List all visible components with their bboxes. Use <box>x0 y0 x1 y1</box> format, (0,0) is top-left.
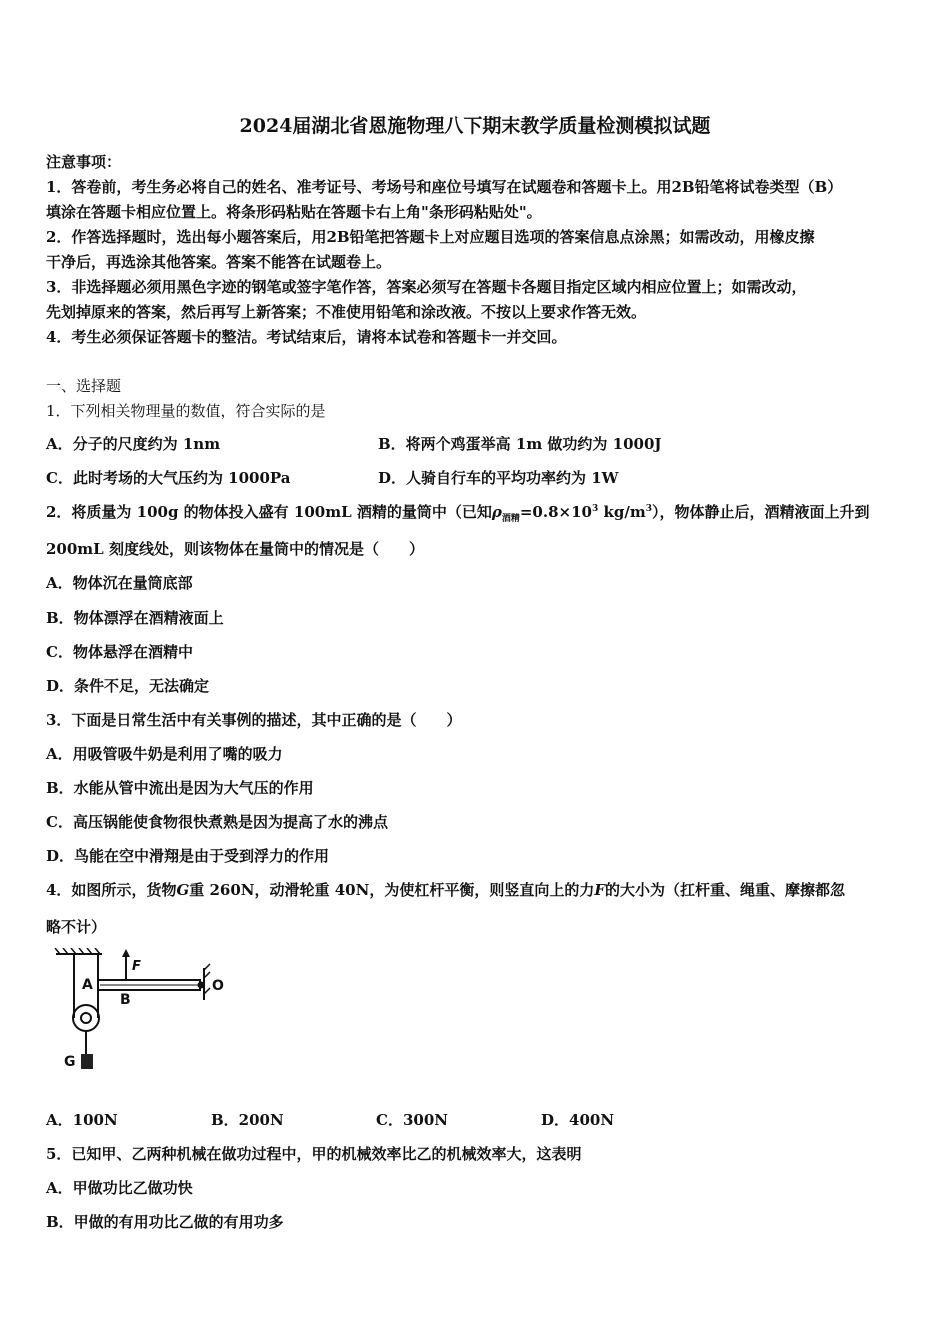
section-heading: 一、选择题 <box>46 377 122 395</box>
g-symbol: G <box>176 881 190 899</box>
q3-option-b: B．水能从管中流出是因为大气压的作用 <box>46 779 314 797</box>
page-title: 2024届湖北省恩施物理八下期末教学质量检测模拟试题 <box>239 115 711 137</box>
q5-option-a: A．甲做功比乙做功快 <box>46 1179 193 1197</box>
q4-option-c: C．300N <box>376 1111 448 1129</box>
q2-stem-part: =0.8×10 <box>519 503 592 521</box>
notice-heading: 注意事项： <box>46 153 122 171</box>
question-4-stem-cont: 略不计） <box>46 918 107 936</box>
notice-line: 填涂在答题卡相应位置上。将条形码粘贴在答题卡右上角"条形码粘贴处"。 <box>46 203 542 221</box>
label-b: B <box>120 992 131 1008</box>
q5-option-b: B．甲做的有用功比乙做的有用功多 <box>46 1213 284 1231</box>
f-symbol: F <box>594 881 605 899</box>
notice-line: 3．非选择题必须用黑色字迹的钢笔或签字笔作答，答案必须写在答题卡各题目指定区域内相应位置上；如需改动， <box>46 278 807 296</box>
exponent: 3 <box>591 504 599 514</box>
q2-option-d: D．条件不足，无法确定 <box>46 677 210 695</box>
weight-block <box>81 1054 93 1069</box>
question-2-stem-cont: 200mL 刻度线处，则该物体在量筒中的情况是（ ） <box>46 540 424 558</box>
q1-option-a: A．分子的尺度约为 1nm <box>46 435 221 453</box>
question-1-stem: 1．下列相关物理量的数值，符合实际的是 <box>46 402 326 420</box>
q3-option-a: A．用吸管吸牛奶是利用了嘴的吸力 <box>46 745 283 763</box>
exponent: 3 <box>645 504 652 514</box>
notice-line: 4．考生必须保证答题卡的整洁。考试结束后，请将本试卷和答题卡一并交回。 <box>46 328 567 346</box>
hatch-mark <box>204 964 210 970</box>
q4-option-a: A．100N <box>46 1111 118 1129</box>
question-3-stem: 3．下面是日常生活中有关事例的描述，其中正确的是（ ） <box>46 711 462 729</box>
question-2-stem <box>46 502 869 522</box>
q3-option-d: D．鸟能在空中滑翔是由于受到浮力的作用 <box>46 847 330 865</box>
question-5-stem: 5．已知甲、乙两种机械在做功过程中，甲的机械效率比乙的机械效率大，这表明 <box>46 1145 582 1163</box>
lever-pulley-figure <box>52 948 232 1078</box>
q2-stem-part: kg/m <box>598 503 646 521</box>
q2-option-b: B．物体漂浮在酒精液面上 <box>46 609 224 627</box>
label-a: A <box>82 977 93 993</box>
q2-stem-part: 2．将质量为 100g 的物体投入盛有 100mL 酒精的量筒中（已知 <box>46 503 492 521</box>
label-g: G <box>64 1054 76 1070</box>
q4-stem-part: 的大小为（扛杆重、绳重、摩擦都忽 <box>604 881 845 899</box>
q4-option-d: D．400N <box>541 1111 615 1129</box>
rho-subscript: 酒精 <box>501 514 520 524</box>
q2-option-a: A．物体沉在量筒底部 <box>46 574 193 592</box>
q2-option-c: C．物体悬浮在酒精中 <box>46 643 193 661</box>
pivot-point <box>198 982 205 989</box>
label-f: F <box>132 959 141 974</box>
movable-pulley <box>73 1005 99 1031</box>
q2-stem-part: ），物体静止后，酒精液面上升到 <box>651 503 870 521</box>
q4-option-b: B．200N <box>211 1111 284 1129</box>
notice-line: 干净后，再选涂其他答案。答案不能答在试题卷上。 <box>46 253 392 271</box>
q3-option-c: C．高压锅能使食物很快煮熟是因为提高了水的沸点 <box>46 813 388 831</box>
q1-option-c: C．此时考场的大气压约为 1000Pa <box>46 469 291 487</box>
q4-stem-part: 重 260N，动滑轮重 40N，为使杠杆平衡，则竖直向上的力 <box>189 881 595 899</box>
q1-option-d: D．人骑自行车的平均功率约为 1W <box>378 469 619 487</box>
force-arrowhead <box>122 949 130 957</box>
notice-line: 先划掉原来的答案，然后再写上新答案；不准使用铅笔和涂改液。不按以上要求作答无效。 <box>46 303 647 321</box>
notice-line: 2．作答选择题时，选出每小题答案后，用2B铅笔把答题卡上对应题目选项的答案信息点涂黑；如需改动，用橡皮擦 <box>46 228 815 246</box>
pulley-axle <box>81 1013 91 1023</box>
q1-option-b: B．将两个鸡蛋举高 1m 做功约为 1000J <box>378 435 662 453</box>
label-o: O <box>212 978 224 994</box>
q4-stem-part: 4．如图所示，货物 <box>46 881 177 899</box>
notice-line: 1．答卷前，考生务必将自己的姓名、准考证号、考场号和座位号填写在试题卷和答题卡上。用2B铅笔将试卷类型（B） <box>46 178 843 196</box>
question-4-stem <box>46 880 845 900</box>
rho-symbol: ρ <box>491 503 502 521</box>
